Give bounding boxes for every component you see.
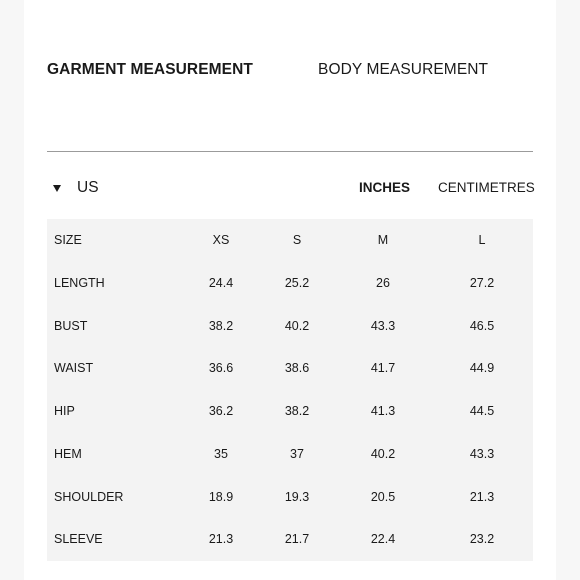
row-label: SHOULDER (54, 489, 124, 504)
table-cell: 36.6 (208, 361, 234, 376)
row-label: HEM (54, 446, 82, 461)
table-row (47, 518, 533, 561)
table-cell: 38.6 (284, 361, 310, 376)
measurement-table (47, 219, 533, 561)
tab-body-measurement[interactable]: BODY MEASUREMENT (318, 61, 489, 78)
table-cell: 40.2 (284, 318, 310, 333)
table-cell: 20.5 (370, 489, 396, 504)
table-row (47, 390, 533, 433)
row-label: SLEEVE (54, 532, 103, 547)
unit-centimetres-button[interactable]: CENTIMETRES (438, 180, 535, 195)
table-cell: 22.4 (370, 532, 396, 547)
unit-inches-button[interactable]: INCHES (359, 180, 411, 195)
region-dropdown[interactable] (53, 178, 99, 198)
table-cell: 44.5 (469, 404, 495, 418)
table-cell: 18.9 (208, 489, 234, 504)
divider (47, 151, 533, 152)
table-cell: 38.2 (284, 404, 310, 418)
table-cell: 46.5 (469, 318, 495, 333)
table-cell: 36.2 (208, 404, 234, 418)
table-cell: 43.3 (469, 446, 495, 461)
row-label: BUST (54, 318, 88, 333)
table-cell: 37 (290, 446, 304, 461)
row-label: HIP (54, 404, 75, 418)
table-cell: 19.3 (284, 489, 310, 504)
measurement-tabs (47, 60, 533, 82)
table-row (47, 476, 533, 519)
table-cell: 41.3 (370, 404, 396, 418)
table-cell: 43.3 (370, 318, 396, 333)
table-cell: 41.7 (370, 361, 396, 376)
table-cell: 25.2 (284, 275, 310, 290)
table-cell: 21.7 (284, 532, 310, 547)
header-size-label: SIZE (54, 233, 82, 247)
table-cell: 26 (376, 275, 390, 290)
region-label: US (77, 179, 99, 196)
header-size-xs: XS (212, 233, 230, 247)
table-cell: 21.3 (469, 489, 495, 504)
table-cell: 38.2 (208, 318, 234, 333)
table-row (47, 262, 533, 305)
table-row (47, 305, 533, 348)
table-cell: 24.4 (208, 275, 234, 290)
region-unit-row (47, 178, 533, 198)
size-guide-panel (24, 0, 556, 580)
header-size-s: S (292, 233, 302, 247)
table-cell: 21.3 (208, 532, 234, 547)
table-row (47, 347, 533, 390)
table-cell: 35 (214, 446, 228, 461)
row-label: LENGTH (54, 275, 105, 290)
row-label: WAIST (54, 361, 94, 376)
table-cell: 27.2 (469, 275, 495, 290)
table-cell: 40.2 (370, 446, 396, 461)
header-size-m: M (377, 233, 389, 247)
caret-down-icon (53, 185, 61, 192)
header-size-l: L (478, 233, 486, 247)
table-row (47, 433, 533, 476)
table-header-row (47, 219, 533, 262)
tab-garment-measurement[interactable]: GARMENT MEASUREMENT (47, 61, 253, 78)
table-cell: 44.9 (469, 361, 495, 376)
table-cell: 23.2 (469, 532, 495, 547)
